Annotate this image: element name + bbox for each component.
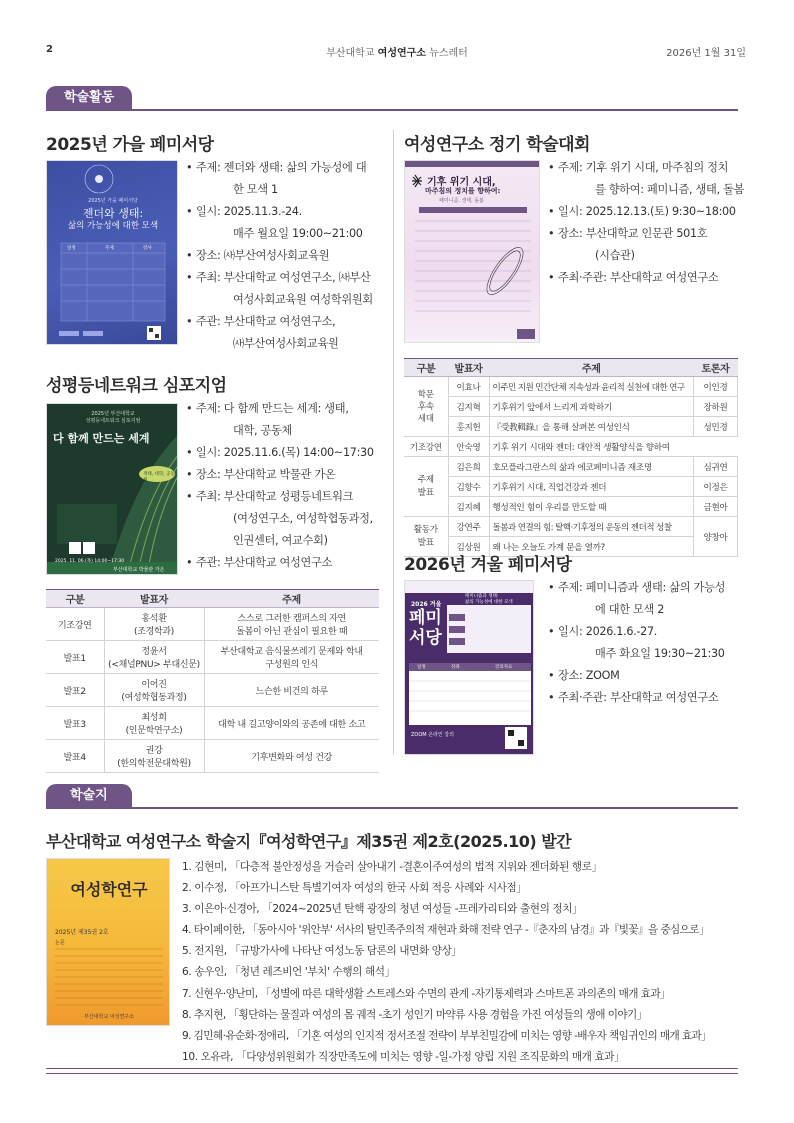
- table-row: 활동가 발표 강연주 돌봄과 연결의 힘: 탈핵·기후정의 운동의 젠더적 성찰 양창아: [404, 517, 738, 537]
- conference-poster: [404, 160, 540, 343]
- journal-cover-publisher: 부산대학교 여성연구소: [84, 1014, 134, 1020]
- list-item: 2. 이수정, 「아프가니스탄 특별기여자 여성의 한국 사회 적응 사례와 시사점」: [182, 882, 527, 895]
- table-row: 김향수 기후위기 시대, 직업건강과 젠더 이정은: [404, 477, 738, 497]
- footer-rule-bottom: [46, 1073, 738, 1074]
- winter-poster-sub2: 삶의 가능성에 대한 모색: [465, 600, 513, 605]
- symposium-poster-venue: 부산대학교 박물관 가온: [113, 567, 165, 573]
- table-header-topic: 주제: [204, 590, 379, 608]
- section-tab-academic: 학술활동: [46, 86, 132, 110]
- column-divider: [393, 130, 394, 755]
- autumn-poster-col2: 주제: [105, 246, 114, 251]
- winter-details: [548, 577, 748, 709]
- symposium-poster-tags: 생태, 대학, 공동체: [143, 472, 175, 483]
- autumn-date: • 일시: 2025.11.3.-24. 매주 월요일 19:00~21:00: [186, 201, 386, 245]
- winter-poster-tag: 2026 겨울: [411, 601, 442, 608]
- autumn-topic: • 주제: 젠더와 생태: 삶의 가능성에 대 한 모색 1: [186, 157, 386, 201]
- autumn-poster-art: [47, 161, 178, 345]
- footer-rule-top: [46, 1068, 738, 1069]
- conference-topic: • 주제: 기후 위기 시대, 마주침의 정치 를 향하여: 페미니즘, 생태, 돌봄: [548, 157, 748, 201]
- symposium-poster-headline: 다 함께 만드는 세계: [53, 432, 150, 445]
- winter-host: • 주최·주관: 부산대학교 여성연구소: [548, 687, 748, 709]
- journal-cover-title: 여성학연구: [70, 880, 148, 899]
- autumn-details: [186, 157, 386, 355]
- page-header: [0, 44, 794, 60]
- table-row: 발표2 이어진 (여성학협동과정) 느슨한 비건의 하루: [46, 674, 379, 707]
- winter-topic: • 주제: 페미니즘과 생태: 삶의 가능성 에 대한 모색 2: [548, 577, 748, 621]
- symposium-host: • 주최: 부산대학교 성평등네트워크 (여성연구소, 여성학협동과정, 인권센터, 여교수회): [186, 486, 391, 552]
- autumn-venue: • 장소: ㈔부산여성사회교육원: [186, 245, 386, 267]
- list-item: 10. 오유라, 「다양성위원회가 직장만족도에 미치는 영향 -일-가정 양립 지원 조직문화의 매개 효과」: [182, 1050, 625, 1063]
- table-row: 기조강연 홍석환 (조경학과) 스스로 그러한 캠퍼스의 자연 돌봄이 아닌 관심이 필요한 때: [46, 608, 379, 641]
- autumn-host: • 주최: 부산대학교 여성연구소, ㈔부산 여성사회교육원 여성학위원회: [186, 267, 386, 311]
- journal-cover-section: 논문: [55, 940, 65, 946]
- autumn-poster: [46, 160, 178, 345]
- conference-table-header: 구분 발표자 주제 토론자: [404, 359, 738, 377]
- list-item: 6. 송우인, 「청년 레즈비언 '부치' 수행의 해석」: [182, 966, 395, 979]
- winter-poster-big2: 서당: [409, 628, 442, 648]
- table-row: 주제 발표 김은희 호모플라그란스의 삶과 에코페미니즘 재조명 심귀연: [404, 457, 738, 477]
- winter-date: • 일시: 2026.1.6.-27. 매주 화요일 19:30~21:30: [548, 621, 748, 665]
- winter-poster-foot: ZOOM 온라인 강의: [411, 732, 454, 738]
- symposium-venue: • 장소: 부산대학교 박물관 가온: [186, 464, 391, 486]
- symposium-table: [46, 589, 379, 773]
- list-item: 5. 전지원, 「규방가사에 나타난 여성노동 담론의 내면화 양상」: [182, 945, 462, 958]
- journal-article-list: [182, 857, 711, 1068]
- table-row: 발표1 정윤서 (<채널PNU> 부대신문) 부산대학교 음식물쓰레기 문제와 학내 구성원의 인식: [46, 641, 379, 674]
- winter-poster-col2: 강좌: [451, 665, 460, 670]
- autumn-poster-col3: 강사: [143, 246, 152, 251]
- list-item: 4. 타이페이한, 「동아시아 '위안부' 서사의 탈민족주의적 재현과 화해 전략 연구 -『춘자의 남경』과『빛꽃』을 중심으로」: [182, 924, 709, 937]
- table-header-type: 구분: [46, 590, 104, 608]
- table-row: 김지혁 기후위기 앞에서 느리게 과학하기 장하원: [404, 397, 738, 417]
- section-tab-journal: 학술지: [46, 784, 132, 808]
- symposium-title: 성평등네트워크 심포지엄: [46, 376, 227, 396]
- conference-table: [404, 358, 738, 557]
- conference-title: 여성연구소 정기 학술대회: [404, 135, 590, 155]
- page-number: 2: [46, 44, 53, 55]
- symposium-poster-date: 2025. 11. 06.(목) 14:00~17:30: [55, 559, 125, 564]
- autumn-poster-col1: 일정: [67, 246, 76, 251]
- conference-poster-head2: 마주침의 정치를 향하여:: [425, 187, 501, 195]
- conference-date: • 일시: 2025.12.13.(토) 9:30~18:00: [548, 201, 748, 223]
- winter-poster-big1: 페미: [409, 608, 442, 628]
- table-row: 학문 후속 세대 이효나 이주민 지원 민간단체 지속성과 윤리적 실천에 대한 연구 이인경: [404, 377, 738, 397]
- conference-venue: • 장소: 부산대학교 인문관 501호 (시습관): [548, 223, 748, 267]
- autumn-title: 2025년 가을 페미서당: [46, 135, 214, 155]
- journal-title: 부산대학교 여성연구소 학술지『여성학연구』제35권 제2호(2025.10) 발간: [46, 832, 572, 851]
- symposium-table-header: [46, 590, 379, 608]
- list-item: 9. 김민혜·유순화·정애리, 「기혼 여성의 인지적 정서조절 전략이 부부친밀감에 미치는 영향 -배우자 책임귀인의 매개 효과」: [182, 1029, 712, 1042]
- symposium-poster-top2: 성평등네트워크 심포지엄: [85, 418, 141, 424]
- section-rule: [46, 807, 738, 809]
- issue-date: 2026년 1월 31일: [666, 48, 746, 59]
- winter-poster-col3: 강의자료: [495, 665, 513, 670]
- autumn-poster-title2: 삶의 가능성에 대한 모색: [67, 221, 159, 231]
- table-row: 홍지헌 『受教輯錄』을 통해 살펴본 여성인식 성민경: [404, 417, 738, 437]
- journal-cover-issue: 2025년 제35권 2호: [55, 929, 109, 936]
- table-row: 발표3 최성희 (인문학연구소) 대학 내 길고양이와의 공존에 대한 소고: [46, 707, 379, 740]
- table-row: 김상원 왜 나는 오늘도 가계 문을 열까?: [404, 537, 738, 557]
- table-row: 발표4 권강 (한의학전문대학원) 기후변화와 여성 건강: [46, 740, 379, 773]
- conference-details: [548, 157, 748, 289]
- winter-poster: [404, 580, 534, 755]
- list-item: 7. 신현우·양난미, 「성별에 따른 대학생활 스트레스와 수면의 관계 -자기통제력과 스마트폰 과의존의 매개 효과」: [182, 987, 671, 1000]
- winter-poster-col1: 일정: [417, 665, 426, 670]
- winter-title: 2026년 겨울 페미서당: [404, 555, 572, 575]
- symposium-details: [186, 398, 391, 574]
- section-rule: [46, 109, 738, 111]
- winter-poster-sub1: 페미니즘과 생태:: [465, 594, 499, 599]
- symposium-organizer: • 주관: 부산대학교 여성연구소: [186, 552, 391, 574]
- journal-cover: [46, 858, 170, 1026]
- newsletter-name: 부산대학교 여성연구소 뉴스레터: [326, 48, 468, 59]
- conference-host: • 주최·주관: 부산대학교 여성연구소: [548, 267, 748, 289]
- table-row: 김지혜 행성적인 힘이 우리를 만도할 때 금현아: [404, 497, 738, 517]
- table-row: 기조강연 안숙영 기후 위기 시대와 젠더: 대안적 생활양식을 향하여: [404, 437, 738, 457]
- symposium-date: • 일시: 2025.11.6.(목) 14:00~17:30: [186, 442, 391, 464]
- symposium-topic: • 주제: 다 함께 만드는 세계: 생태, 대학, 공동체: [186, 398, 391, 442]
- symposium-poster: [46, 403, 178, 575]
- list-item: 3. 이은아·신경아, 「2024~2025년 탄핵 광장의 청년 여성들 -프레카리티와 출현의 정치」: [182, 903, 583, 916]
- table-header-speaker: 발표자: [104, 590, 204, 608]
- list-item: 8. 추지현, 「횡단하는 물질과 여성의 몸 궤적 -초기 성인기 마약류 사용 경험을 가진 여성들의 생애 이야기」: [182, 1008, 647, 1021]
- conference-poster-head3: 페미니즘, 생태, 돌봄: [439, 198, 484, 204]
- winter-venue: • 장소: ZOOM: [548, 665, 748, 687]
- conference-poster-head1: 기후 위기 시대,: [427, 177, 496, 188]
- list-item: 1. 김현미, 「다층적 불안정성을 거슬러 살아내기 -결혼이주여성의 법적 지위와 젠더화된 행로」: [182, 861, 602, 873]
- autumn-poster-line1: 2025년 가을 페미서당: [88, 198, 138, 204]
- autumn-organizer: • 주관: 부산대학교 여성연구소, ㈔부산여성사회교육원: [186, 311, 386, 355]
- symposium-poster-top1: 2025년 부산대학교: [91, 411, 135, 417]
- autumn-poster-title1: 젠더와 생태:: [82, 207, 144, 220]
